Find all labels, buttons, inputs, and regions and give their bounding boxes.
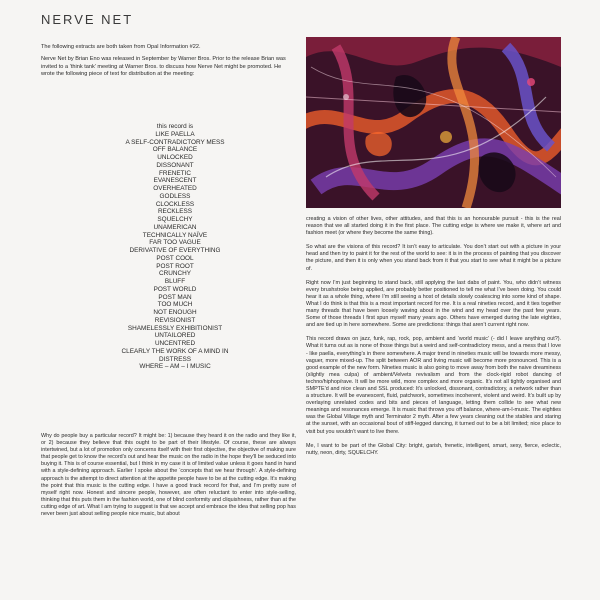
poem-line: A SELF-CONTRADICTORY MESS	[125, 138, 225, 146]
abstract-painting-image	[306, 37, 561, 208]
page-title: NERVE NET	[41, 12, 134, 27]
poem-line: OVERHEATED	[153, 185, 197, 192]
poem-line: RECKLESS	[157, 208, 193, 216]
poem-line: BLUFF	[164, 278, 186, 285]
poem-list	[110, 123, 240, 371]
intro-paragraph-1: The following extracts are both taken from Opal Information #22.	[41, 44, 201, 50]
poem-line: SQUELCHY	[157, 216, 193, 223]
poem-line: CLEARLY THE WORK OF A MIND IN DISTRESS	[121, 347, 229, 363]
left-body-text	[41, 433, 296, 518]
right-body-text	[306, 216, 561, 464]
poem-line: UNAMERICAN	[153, 223, 197, 231]
poem-line: CRUNCHY	[159, 270, 191, 278]
poem-line: DERIVATIVE OF EVERYTHING	[129, 247, 221, 254]
poem-line: WHERE – AM – I MUSIC	[139, 363, 211, 371]
body-paragraph: Why do people buy a particular record? It might be: 1) because they heard it on the radio and they like it, or 2) because they believe that this ought to be part of their lifestyle. Of course, these are always intertwined, but a lot of promotion only concerns itself with their first objective, the objective of making sure that people get to know the record’s out and hear the music on the radio in the hope they’ll be seduced into buying it. This is of course essential, but I think in my case it is of limited value unless it goes hand in hand with a style-defining approach. Earlier I spoke about the ‘concepts that we hear through’. A style-defining approach is the attempt to direct attention at the appetite people have to be at the cutting edge. It’s making the point that this music is the cutting edge. I have a good track record for that, and I’m pretty sure of myself right now. Honest and sincere people, however, are often reluctant to enter into style-selling, thinking that this puts them in the fashion world, one of blind conformity and cliquishness, rather than at the cutting edge of art. What I am trying to suggest is that we accept and embrace the idea that selling pop has never been just about selling people nice music, but about	[41, 433, 297, 518]
poem-line: TOO MUCH	[157, 301, 193, 309]
body-paragraph: Me, I want to be part of the Global City: bright, garish, frenetic, intelligent, smart, sexy, fierce, eclectic, nutty, neon, dirty, SQUELCHY.	[306, 442, 561, 456]
poem-line: POST MAN	[158, 293, 192, 301]
body-paragraph: So what are the visions of this record? It isn’t easy to articulate. You don’t start out with a picture in your head and then try to paint it for the rest of the world to see: it is in the process of painting that you discover the picture, and then it is only when you stand back from it that you start to see what it might be a picture of.	[306, 244, 561, 272]
poem-line: POST ROOT	[156, 262, 194, 270]
poem-line: TECHNICALLY NAÏVE	[142, 231, 208, 239]
poem-line: DISSONANT	[156, 161, 194, 169]
poem-line: REVISIONIST	[154, 316, 196, 324]
poem-line: EVANESCENT	[153, 177, 197, 185]
poem-line: GODLESS	[159, 192, 191, 200]
poem-line: SHAMELESSLY EXHIBITIONIST	[127, 324, 223, 332]
poem-line: LIKE PAELLA	[155, 130, 195, 138]
poem-line: FAR TOO VAGUE	[149, 239, 201, 247]
body-paragraph: Right now I’m just beginning to stand back, still applying the last dabs of paint. You, who didn’t witness every brushstroke being applied, are probably better positioned to tell me what I’ve been doing. You could hear it as a whole thing, where I’m still seeing a host of details slowly coalescing into some kind of shape. What I do think is that this is a most important record for me. It is a real nineties record, and it ties together many threads that have been loosely waving about in the wind and my head over the past few years. Some of those threads I first spun myself many years ago. Others have emerged during the late eighties, and are tied up in here somewhere. Some are predictions: things that aren’t current right now.	[306, 279, 561, 329]
poem-line: NOT ENOUGH	[153, 309, 197, 316]
poem-line: UNLOCKED	[157, 154, 193, 161]
intro-section	[41, 44, 296, 84]
poem-line: UNTAILORED	[154, 332, 196, 340]
album-artwork	[306, 37, 561, 208]
poem-line: POST WORLD	[153, 285, 197, 293]
intro-paragraph-2: Nerve Net by Brian Eno was released in September by Warner Bros. Prior to the release Brian was invited to a ‘think tank’ meeting at Warner Bros. to discuss how Nerve Net might be promoted. He wrote the following piece of text for distribution at the meeting:	[41, 56, 286, 78]
poem-line: POST COOL	[156, 254, 194, 262]
body-paragraph: This record draws on jazz, funk, rap, rock, pop, ambient and ‘world music’ (- did I leave anything out?). What it turns out as is none of those things but a weird and self-contradictory mess, and a mess that I love - like paella, everything’s in there somewhere. A major trend in nineties music will be towards more messy, vaguer, more mixed-up. The split between AOR and living music will become more pronounced. This is a good example of the new form. Nineties music is also going to move away from both the naive dreaminess (slightly mea culpa) of ambient/Velvets revivalism and from the clock-rigid robot dancing of techno/hiphop/rave. It will be more wild, more complex and more organic. It’s not all tightly organised and SMPTE’d and nice clean and SSL produced: It’s unlocked, dissonant, contradictory, a network rather than a structure. It will be evanescent, fluid, patchwork, sometimes incoherent, violent and weird. It’s built up by overlaying unrelated codes and bits and pieces of language, letting them collide to see what new meanings and resonances emerge. It is music that throws you off balance, where-am-I-music. The eighties was the Global Village myth and Terminator 2 myth. After a few years cleaning out the stables and staring at the sunset, with an occasional bout of stiff-legged dancing, it turned out to be a bit limited; nice place to visit but you wouldn’t want to live there.	[306, 336, 561, 435]
poem-line: UNCENTRED	[154, 340, 196, 347]
body-paragraph: creating a vision of other lives, other attitudes, and that this is an honourable pursuit - this is the real reason that we all started doing it in the first place. The cutting edge is where we make it, where art and fashion meet (or where they become the same thing).	[306, 216, 561, 237]
poem-line: CLOCKLESS	[155, 200, 195, 208]
poem-line: this record is	[156, 123, 194, 130]
poem-line: FRENETIC	[159, 169, 191, 177]
poem-line: OFF BALANCE	[152, 146, 198, 154]
